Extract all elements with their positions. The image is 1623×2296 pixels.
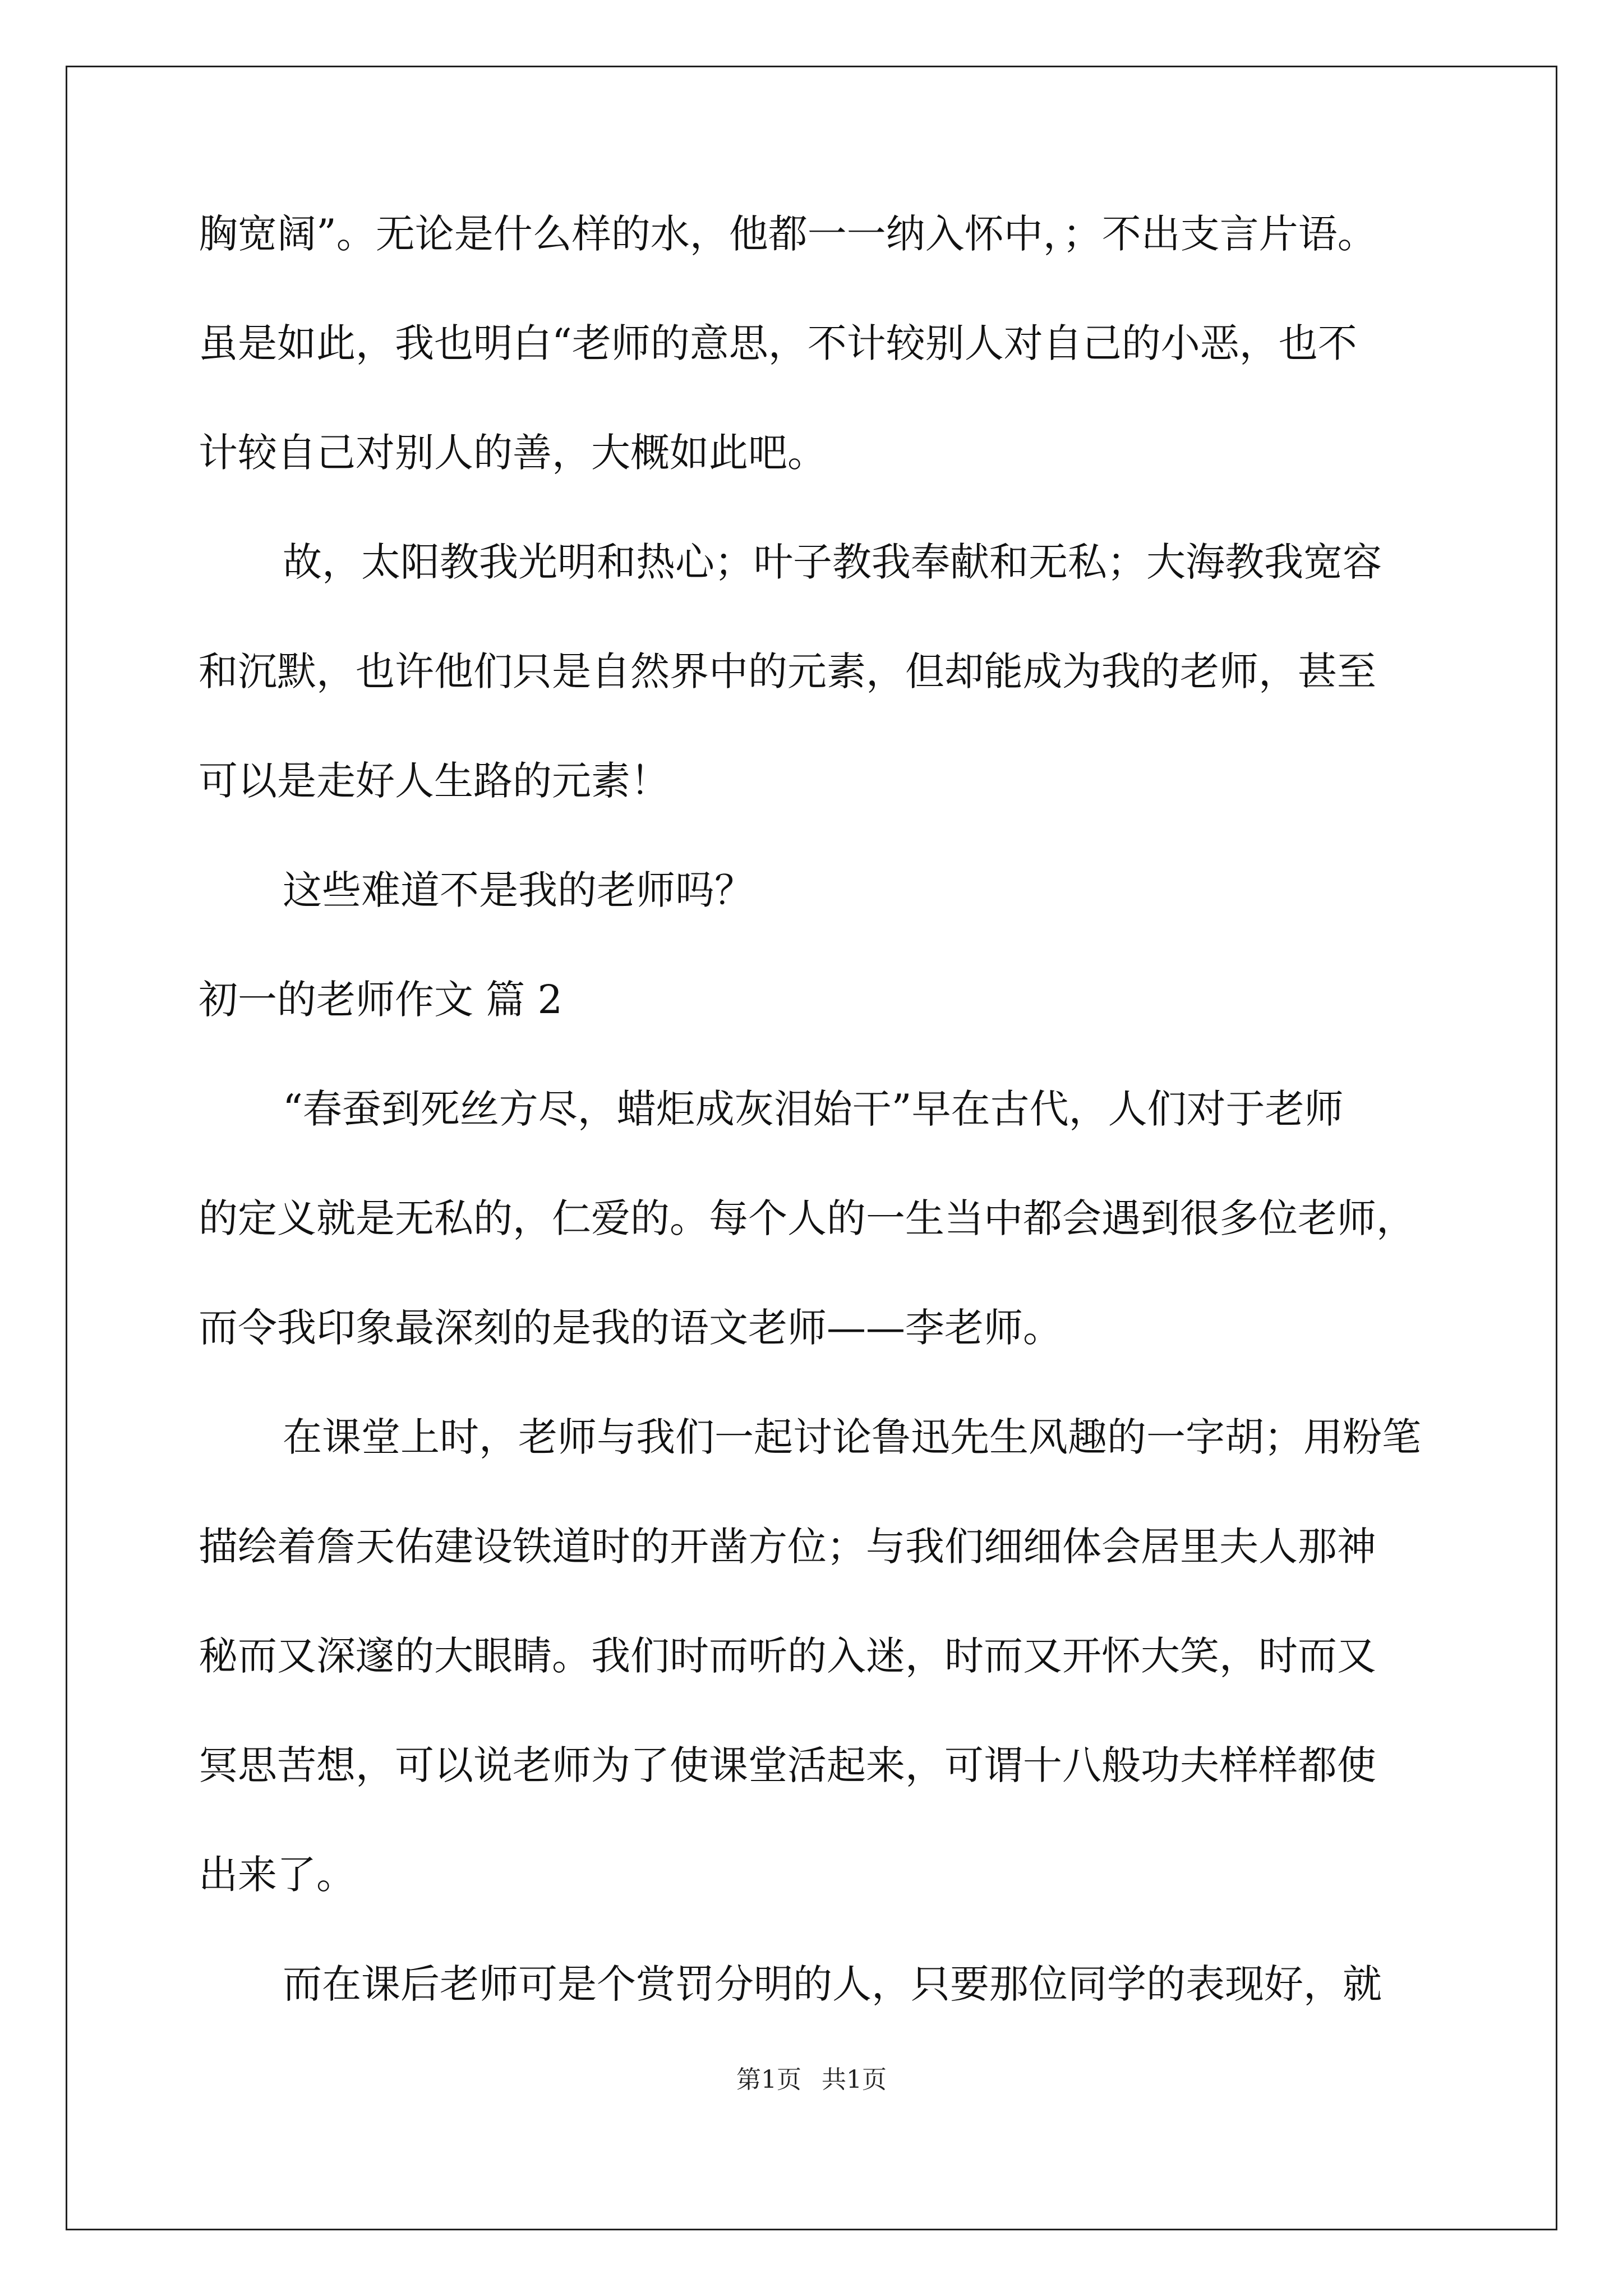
page-total: 共1页 [822,2065,887,2094]
text-line: 计较自己对别人的善，大概如此吧。 [199,430,827,476]
page-footer [0,2063,1623,2097]
text-line: 出来了。 [199,1852,356,1898]
text-line: 胸宽阔”。无论是什么样的水，他都一一纳入怀中，；不出支言片语。 [199,211,1377,257]
text-line: 描绘着詹天佑建设铁道时的开凿方位；与我们细细体会居里夫人那神 [199,1524,1376,1570]
page-number: 第1页 [736,2065,801,2094]
text-line: 虽是如此，我也明白“老师的意思，不计较别人对自己的小恶，也不 [199,320,1357,366]
paragraph-start: 故，太阳教我光明和热心；叶子教我奉献和无私；大海教我宽容 [283,539,1382,585]
paragraph-start: 而在课后老师可是个赏罚分明的人，只要那位同学的表现好，就 [283,1961,1382,2007]
text-line: 和沉默，也许他们只是自然界中的元素，但却能成为我的老师，甚至 [199,648,1376,694]
text-line: 而令我印象最深刻的是我的语文老师——李老师。 [199,1305,1062,1351]
text-line: 的定义就是无私的，仁爱的。每个人的一生当中都会遇到很多位老师， [199,1195,1415,1241]
paragraph-start: 这些难道不是我的老师吗？ [283,867,754,913]
paragraph-start: 在课堂上时，老师与我们一起讨论鲁迅先生风趣的一字胡；用粉笔 [283,1414,1421,1460]
text-line: 冥思苦想，可以说老师为了使课堂活起来，可谓十八般功夫样样都使 [199,1742,1376,1788]
text-line: 可以是走好人生路的元素！ [199,758,670,804]
paragraph-start: “春蚕到死丝方尽，蜡炬成灰泪始干”早在古代，人们对于老师 [283,1086,1344,1132]
text-line: 秘而又深邃的大眼睛。我们时而听的入迷，时而又开怀大笑，时而又 [199,1633,1376,1679]
section-heading: 初一的老师作文 篇 2 [199,977,563,1023]
page-border [66,66,1557,2230]
